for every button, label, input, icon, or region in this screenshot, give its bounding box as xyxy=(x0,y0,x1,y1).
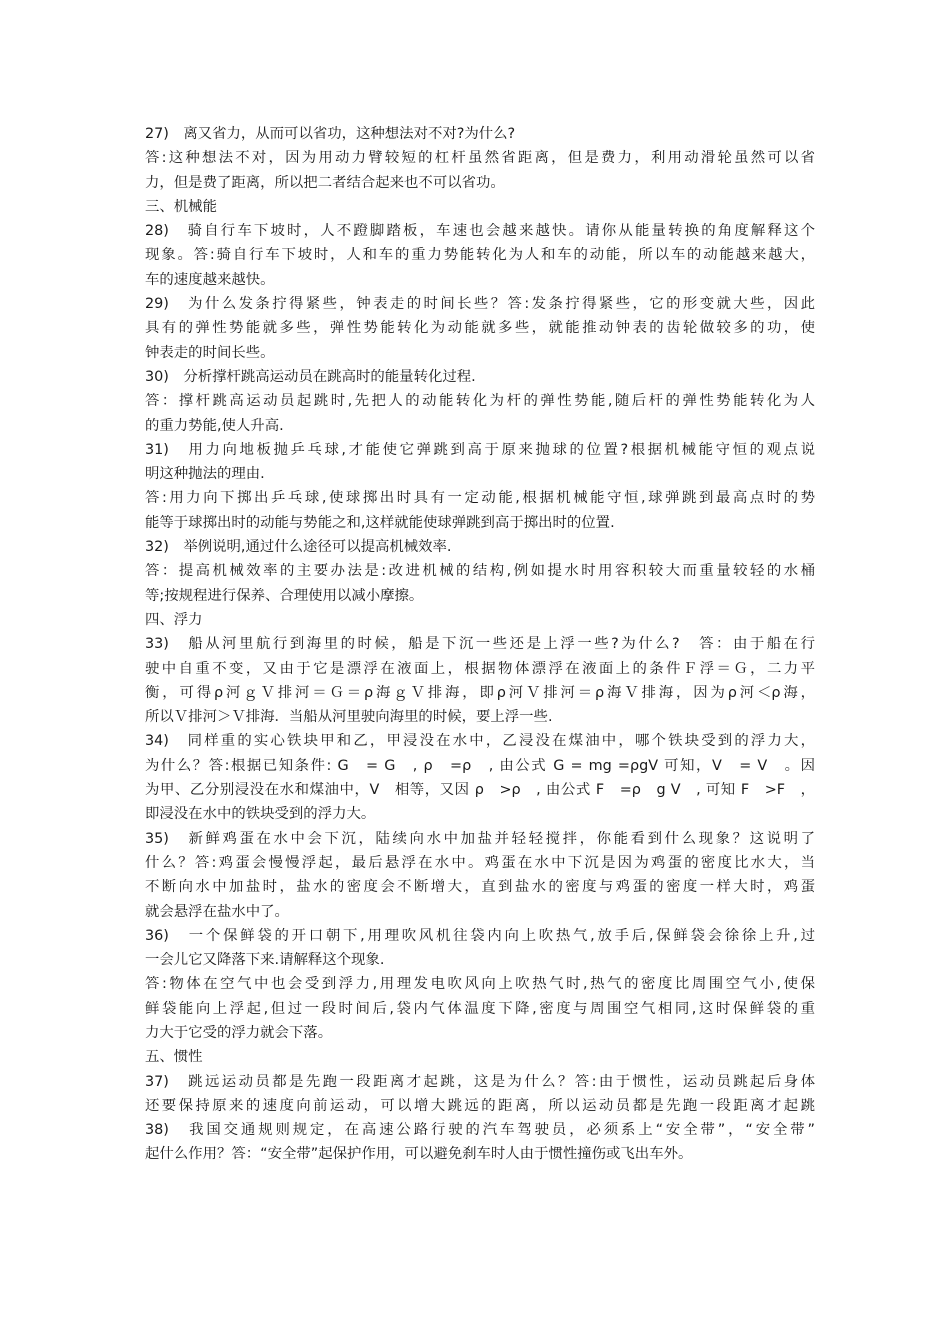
text-line: 28) 骑自行车下坡时，人不蹬脚踏板，车速也会越来越快。请你从能量转换的角度解释这个 xyxy=(145,223,815,240)
section-heading: 五、惯性 xyxy=(145,1049,203,1066)
text-line: 36) 一个保鲜袋的开口朝下,用理吹风机往袋内向上吹热气,放手后,保鲜袋会徐徐上升,过 xyxy=(145,927,815,944)
text-line: 鲜袋能向上浮起,但过一段时间后,袋内气体温度下降,密度与周围空气相同,这时保鲜袋的重 xyxy=(145,1000,815,1017)
text-line: 现象。答:骑自行车下坡时，人和车的重力势能转化为人和车的动能，所以车的动能越来越大， xyxy=(145,247,815,264)
text-line: 29) 为什么发条拧得紧些，钟表走的时间长些？答:发条拧得紧些，它的形变就大些，因此 xyxy=(145,296,815,313)
text-line: 35) 新鲜鸡蛋在水中会下沉，陆续向水中加盐并轻轻搅拌，你能看到什么现象？这说明了 xyxy=(145,830,815,847)
document-page xyxy=(145,122,815,1167)
text-line: 还要保持原来的速度向前运动，可以增大跳远的距离，所以运动员都是先跑一段距离才起跳 xyxy=(145,1097,815,1114)
section-heading: 四、浮力 xyxy=(145,611,203,628)
text-line: 起什么作用？答：“安全带”起保护作用，可以避免刹车时人由于惯性撞伤或飞出车外。 xyxy=(145,1146,693,1163)
text-line: 钟表走的时间长些。 xyxy=(145,344,275,361)
text-line: 答:这种想法不对，因为用动力臂较短的杠杆虽然省距离，但是费力，利用动滑轮虽然可以省 xyxy=(145,150,815,167)
text-line: 为什么？答:根据已知条件: G = G , ρ =ρ , 由公式 G = mg =ρgV 可知，V = V 。因 xyxy=(145,757,815,774)
text-line: 答：撑杆跳高运动员起跳时,先把人的动能转化为杆的弹性势能,随后杆的弹性势能转化为人 xyxy=(145,393,815,410)
text-line: 答:物体在空气中也会受到浮力,用理发电吹风向上吹热气时,热气的密度比周围空气小,使保 xyxy=(145,976,815,993)
text-line: 力大于它受的浮力就会下落。 xyxy=(145,1024,333,1041)
text-line: 即浸没在水中的铁块受到的浮力大。 xyxy=(145,806,376,823)
text-line: 34) 同样重的实心铁块甲和乙，甲浸没在水中，乙浸没在煤油中，哪个铁块受到的浮力大， xyxy=(145,733,815,750)
text-line: 一会儿它又降落下来.请解释这个现象. xyxy=(145,952,385,969)
text-line: 32) 举例说明,通过什么途径可以提高机械效率. xyxy=(145,539,452,556)
text-line: 驶中自重不变，又由于它是漂浮在液面上，根据物体漂浮在液面上的条件Ｆ浮＝Ｇ，二力平 xyxy=(145,660,815,677)
text-line: 为甲、乙分别浸没在水和煤油中，V 相等，又因 ρ >ρ , 由公式 F =ρ g V , 可知 F >F ， xyxy=(145,782,815,799)
text-line: 等;按规程进行保养、合理使用以减小摩擦。 xyxy=(145,587,424,604)
text-line: 什么？答:鸡蛋会慢慢浮起，最后悬浮在水中。鸡蛋在水中下沉是因为鸡蛋的密度比水大，当 xyxy=(145,854,815,871)
text-line: 明这种抛法的理由. xyxy=(145,466,265,483)
text-line: 答:用力向下掷出乒乓球,使球掷出时具有一定动能,根据机械能守恒,球弹跳到最高点时的势 xyxy=(145,490,815,507)
text-line: 38) 我国交通规则规定，在高速公路行驶的汽车驾驶员，必须系上“安全带”，“安全带” xyxy=(145,1122,815,1139)
text-line: 车的速度越来越快。 xyxy=(145,271,275,288)
text-line: 的重力势能,使人升高. xyxy=(145,417,284,434)
text-line: 27) 离又省力，从而可以省功，这种想法对不对?为什么? xyxy=(145,126,516,142)
text-line: 力，但是费了距离，所以把二者结合起来也不可以省功。 xyxy=(145,174,505,191)
text-line: 30) 分析撑杆跳高运动员在跳高时的能量转化过程. xyxy=(145,368,476,385)
text-line: 就会悬浮在盐水中了。 xyxy=(145,903,289,920)
text-line: 衡，可得ρ河ｇＶ排河＝Ｇ＝ρ海ｇＶ排海，即ρ河Ｖ排河＝ρ海Ｖ排海，因为ρ河＜ρ海， xyxy=(145,684,815,701)
text-line: 33) 船从河里航行到海里的时候，船是下沉一些还是上浮一些?为什么? 答：由于船在行 xyxy=(145,636,815,653)
text-line: 不断向水中加盐时，盐水的密度会不断增大，直到盐水的密度与鸡蛋的密度一样大时，鸡蛋 xyxy=(145,879,815,896)
text-line: 37) 跳远运动员都是先跑一段距离才起跳，这是为什么？答:由于惯性，运动员跳起后身体 xyxy=(145,1073,815,1090)
text-line: 31) 用力向地板抛乒乓球,才能使它弹跳到高于原来抛球的位置?根据机械能守恒的观点说 xyxy=(145,441,815,458)
text-line: 具有的弹性势能就多些，弹性势能转化为动能就多些，就能推动钟表的齿轮做较多的功，使 xyxy=(145,320,815,337)
text-line: 所以Ｖ排河＞Ｖ排海．当船从河里驶向海里的时候，要上浮一些. xyxy=(145,709,553,726)
text-line: 答：提高机械效率的主要办法是:改进机械的结构,例如提水时用容积较大而重量较轻的水桶 xyxy=(145,563,815,580)
section-heading: 三、机械能 xyxy=(145,198,217,215)
text-line: 能等于球掷出时的动能与势能之和,这样就能使球弹跳到高于掷出时的位置. xyxy=(145,514,615,531)
